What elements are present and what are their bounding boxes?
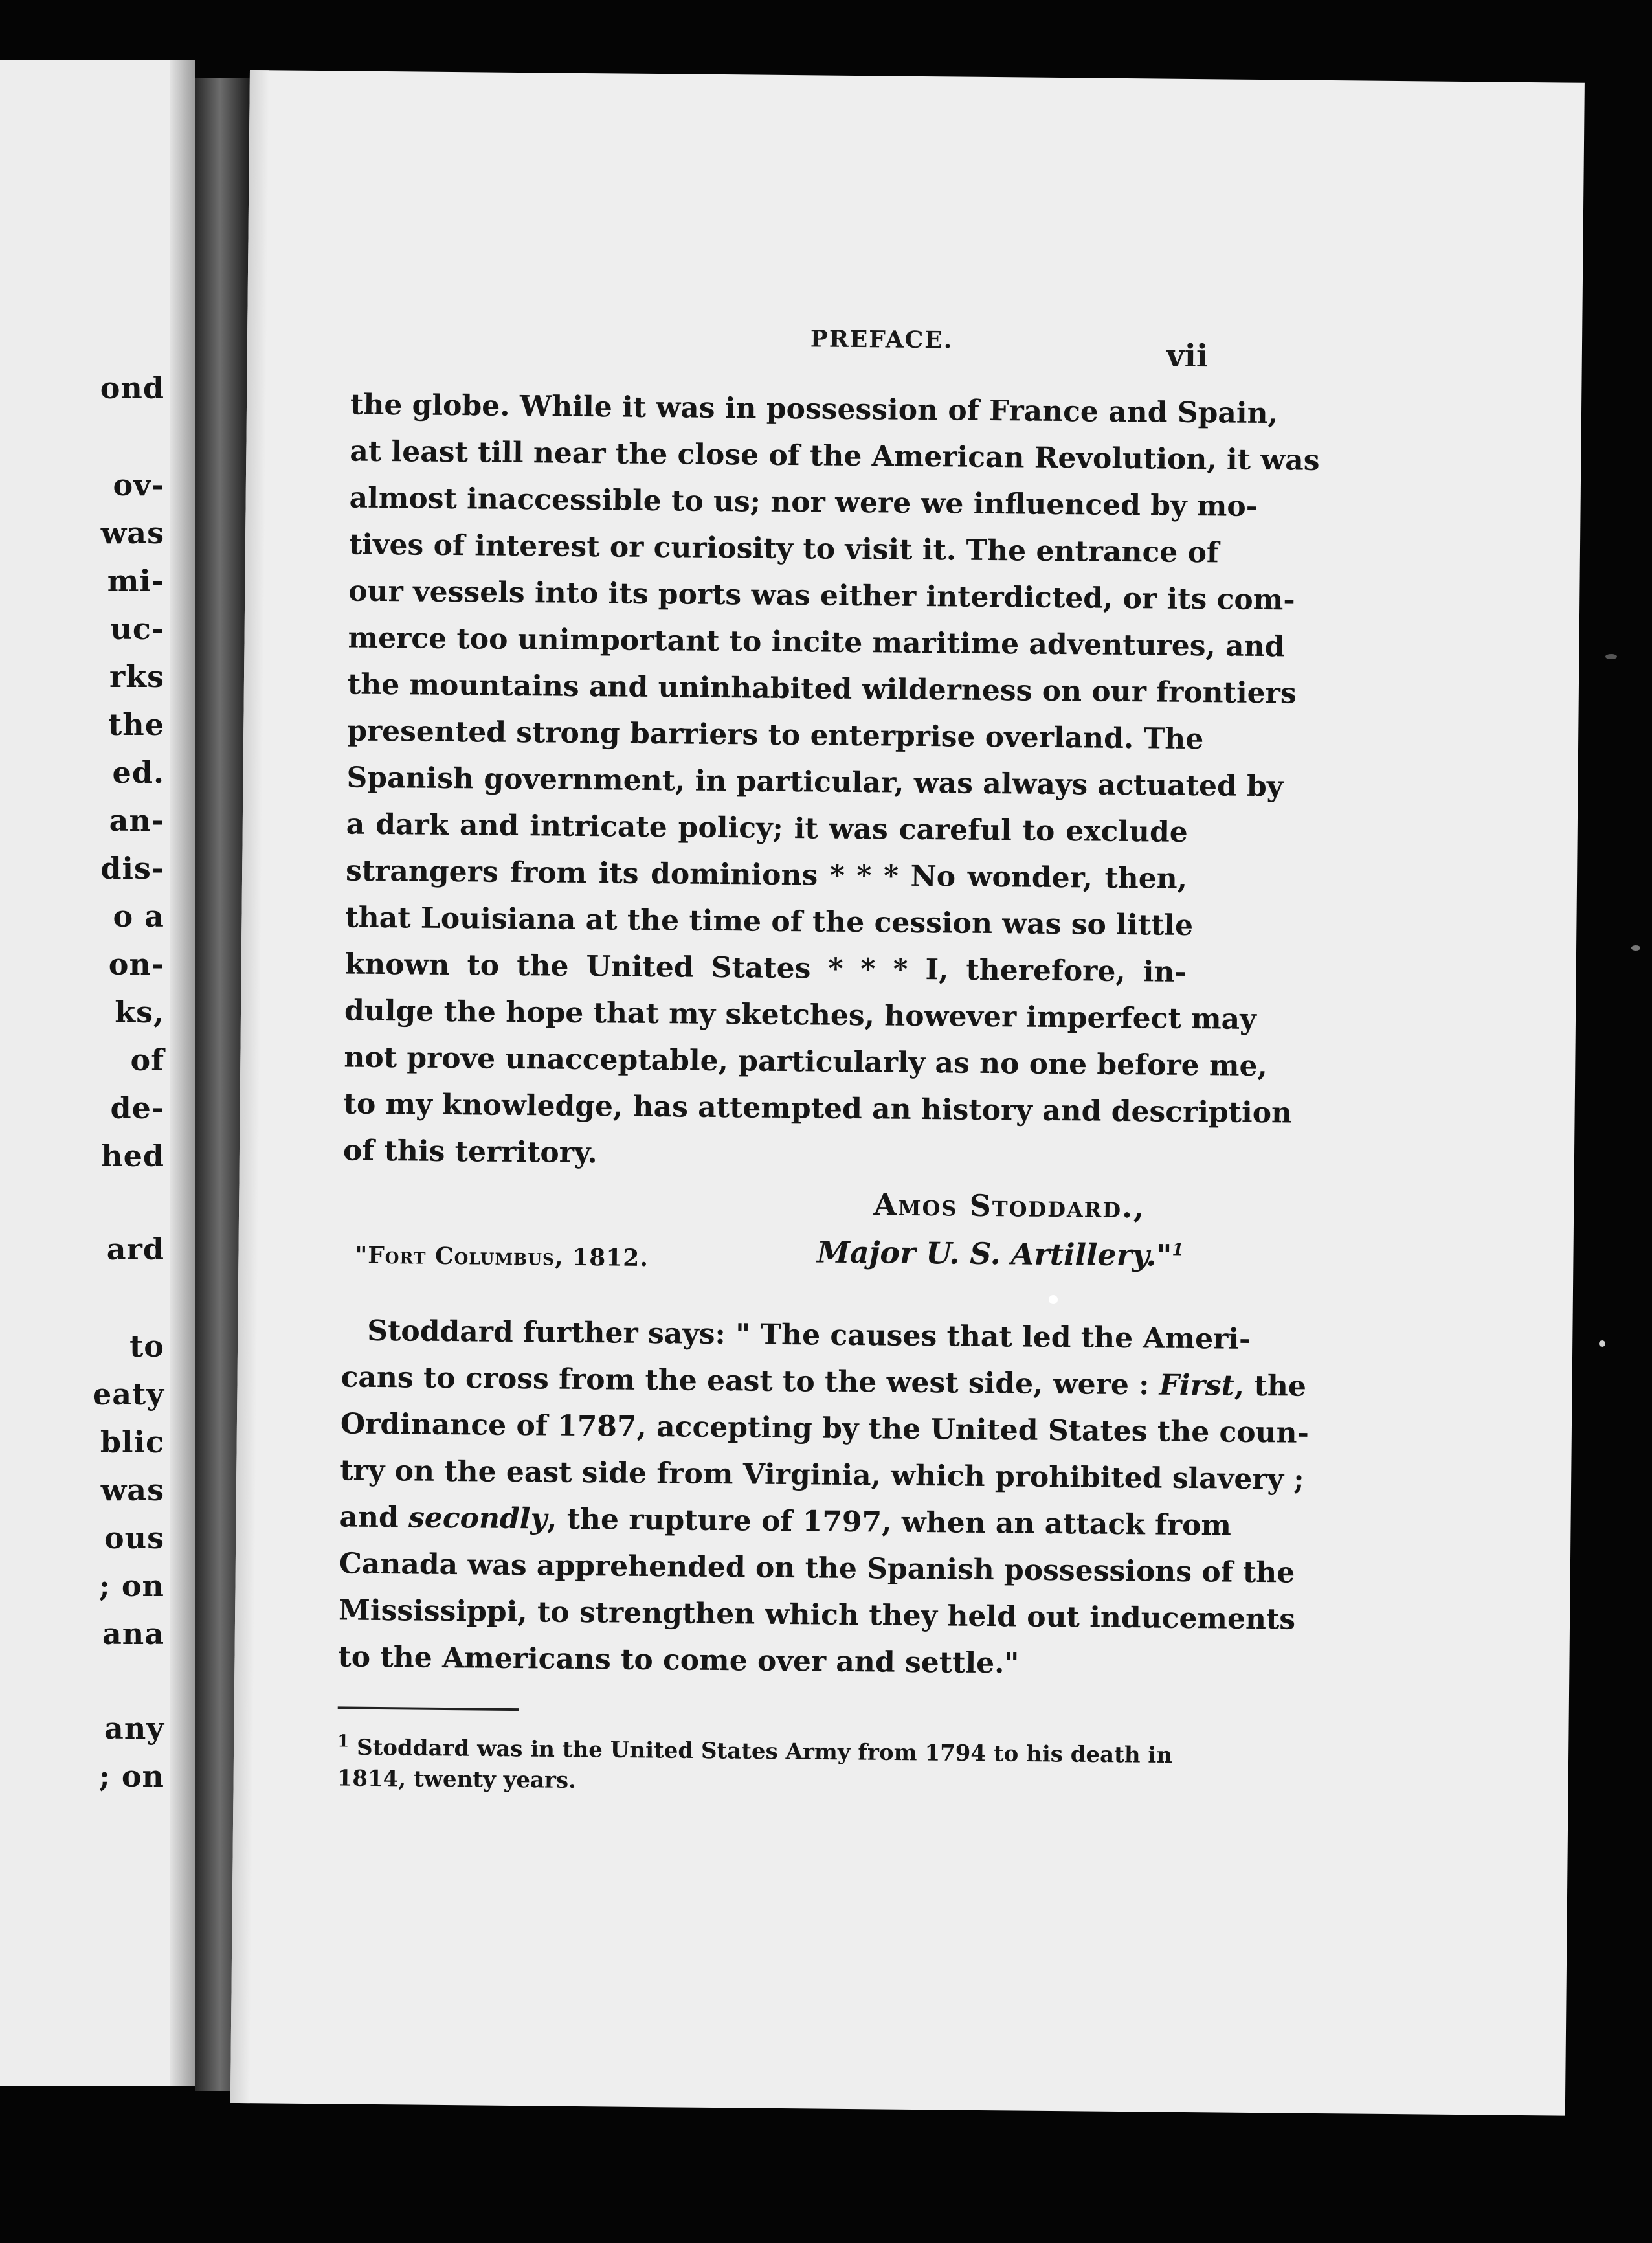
text-line: to my knowledge, has attempted an history and description — [343, 1087, 1293, 1130]
signature-name: Amos Stoddard., — [873, 1187, 1146, 1225]
text-line: try on the east side from Virginia, which prohibited slavery ; — [339, 1454, 1304, 1496]
text-line — [340, 1354, 1307, 1408]
left-text-fragment: any — [104, 1711, 164, 1746]
left-text-fragment: ard — [106, 1232, 164, 1267]
paragraph-2 — [338, 1307, 1310, 1688]
left-text-fragment: de- — [110, 1090, 164, 1125]
signature-title — [817, 1234, 1184, 1272]
signature-title-text: Major U. S. Artillery." — [816, 1234, 1172, 1273]
left-text-fragment: was — [100, 515, 164, 550]
running-head: PREFACE. — [810, 325, 954, 354]
text-line: our vessels into its ports was either interdicted, or its com- — [348, 574, 1295, 617]
left-text-fragment: ond — [100, 370, 164, 405]
left-text-fragment: mi- — [107, 563, 164, 598]
left-text-fragment: to — [129, 1329, 164, 1364]
left-text-fragment: on- — [108, 947, 164, 982]
left-facing-page — [0, 60, 195, 2086]
text-line: almost inaccessible to us; nor were we influenced by mo- — [349, 481, 1258, 523]
text-line: Spanish government, in particular, was always actuated by — [346, 761, 1284, 804]
text-line-content: Stoddard further says: " The causes that led the Ameri- — [367, 1314, 1251, 1356]
text-line: at least till near the close of the American Revolution, it was — [350, 434, 1320, 477]
text-line: the mountains and uninhabited wilderness on our frontiers — [347, 668, 1297, 710]
left-text-fragment: o a — [113, 899, 164, 934]
text-line: merce too unimportant to incite maritime adventures, and — [348, 621, 1285, 664]
text-segment: cans to cross from the east to the west side, were : — [340, 1360, 1159, 1402]
left-text-fragment: ; on — [98, 1759, 164, 1794]
text-line: the globe. While it was in possession of France and Spain, — [350, 388, 1278, 431]
text-line: a dark and intricate policy; it was careful to exclude — [346, 807, 1189, 849]
left-text-fragment: was — [100, 1472, 164, 1507]
text-line: of this territory. — [342, 1134, 598, 1170]
scan-speck — [1599, 1340, 1605, 1347]
body-text — [337, 382, 1320, 1803]
text-segment: , the — [1234, 1369, 1307, 1403]
text-line: presented strong barriers to enterprise overland. The — [346, 714, 1204, 756]
page-number: vii — [1166, 337, 1209, 375]
scan-speck — [1605, 654, 1617, 659]
left-text-fragment: ana — [102, 1616, 164, 1651]
text-line: dulge the hope that my sketches, however imperfect may — [344, 994, 1256, 1036]
left-text-fragment: eaty — [92, 1377, 164, 1412]
scan-speck — [1049, 1295, 1058, 1304]
text-segment: and — [339, 1500, 409, 1535]
left-text-fragment: uc- — [110, 611, 164, 646]
left-text-fragment: ks, — [115, 995, 164, 1030]
left-text-fragment: rks — [109, 659, 164, 694]
left-text-fragment: ; on — [98, 1568, 164, 1603]
italic-emphasis: First — [1159, 1368, 1235, 1403]
left-text-fragment: ov- — [113, 468, 164, 502]
footnote-mark: 1 — [337, 1731, 350, 1752]
text-line: known to the United States * * * I, therefore, in- — [344, 947, 1187, 989]
footnote-reference-mark: 1 — [1172, 1240, 1184, 1260]
italic-emphasis: secondly — [408, 1501, 548, 1536]
text-segment: , the rupture of 1797, when an attack from — [546, 1502, 1232, 1542]
text-line: Ordinance of 1787, accepting by the United States the coun- — [340, 1407, 1310, 1450]
text-line: to the Americans to come over and settle." — [338, 1640, 1020, 1680]
text-line: Canada was apprehended on the Spanish possessions of the — [339, 1547, 1295, 1590]
left-text-fragment: blic — [100, 1425, 164, 1460]
left-text-fragment: hed — [101, 1138, 164, 1173]
left-text-fragment: of — [130, 1043, 164, 1077]
footnote — [337, 1726, 1179, 1802]
left-page-gutter-shade — [170, 60, 195, 2086]
text-line: Mississippi, to strengthen which they held out inducements — [338, 1594, 1296, 1636]
text-line: tives of interest or curiosity to visit it. The entrance of — [348, 528, 1220, 570]
left-text-fragment: an- — [109, 803, 164, 838]
text-line: strangers from its dominions * * * No wonder, then, — [345, 854, 1188, 896]
right-page-preface — [230, 70, 1585, 2116]
left-text-fragment: ed. — [112, 755, 164, 790]
text-line — [339, 1494, 1232, 1548]
signature-block — [342, 1174, 1184, 1279]
text-line: not prove unacceptable, particularly as no one before me, — [344, 1041, 1268, 1083]
left-text-fragment: dis- — [100, 851, 164, 886]
text-line — [341, 1307, 1251, 1362]
place-and-date: "Fort Columbus, 1812. — [355, 1241, 649, 1272]
text-line: that Louisiana at the time of the cession was so little — [345, 901, 1194, 943]
left-text-fragment: ous — [104, 1520, 164, 1555]
footnote-text: Stoddard was in the United States Army from 1794 to his death in — [349, 1734, 1173, 1769]
scan-speck — [1631, 945, 1640, 951]
footnote-line: 1814, twenty years. — [337, 1765, 577, 1794]
paragraph-1 — [342, 382, 1320, 1182]
footnote-separator-rule — [338, 1706, 519, 1711]
left-text-fragment: the — [108, 707, 164, 742]
